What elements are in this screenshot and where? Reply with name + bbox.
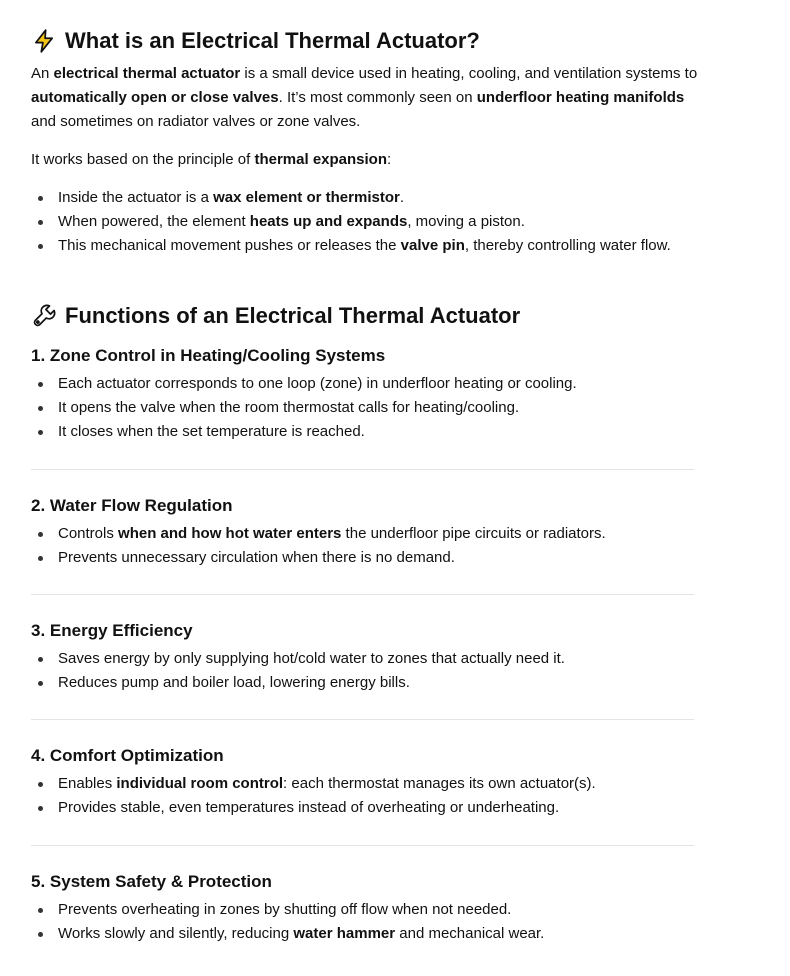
principle-paragraph: It works based on the principle of thermal expansion: bbox=[31, 151, 392, 168]
list-item: Each actuator corresponds to one loop (zone) in underfloor heating or cooling. bbox=[31, 372, 577, 396]
bullet-dot bbox=[38, 782, 43, 787]
section-divider bbox=[31, 469, 694, 470]
section-heading-what-is bbox=[31, 27, 480, 55]
section-title: Functions of an Electrical Thermal Actuator bbox=[65, 303, 521, 328]
function-1-title: 1. Zone Control in Heating/Cooling Systems bbox=[31, 346, 386, 365]
list-item: Enables individual room control: each thermostat manages its own actuator(s). bbox=[31, 772, 596, 796]
section-divider bbox=[31, 594, 694, 595]
bullet-dot bbox=[38, 244, 43, 249]
list-item: It opens the valve when the room thermostat calls for heating/cooling. bbox=[31, 396, 577, 420]
list-item: Prevents unnecessary circulation when there is no demand. bbox=[31, 546, 606, 570]
bullet-dot bbox=[38, 382, 43, 387]
list-item: Inside the actuator is a wax element or thermistor. bbox=[31, 186, 671, 210]
list-item: This mechanical movement pushes or releases the valve pin, thereby controlling water flow. bbox=[31, 234, 671, 258]
function-4-title: 4. Comfort Optimization bbox=[31, 746, 224, 765]
list-item: When powered, the element heats up and expands, moving a piston. bbox=[31, 210, 671, 234]
list-item: Works slowly and silently, reducing water hammer and mechanical wear. bbox=[31, 922, 544, 946]
bullet-dot bbox=[38, 532, 43, 537]
function-1-bullet-list bbox=[31, 372, 577, 444]
function-2-title: 2. Water Flow Regulation bbox=[31, 496, 233, 515]
section-divider bbox=[31, 845, 694, 846]
lightning-bolt-icon bbox=[31, 28, 57, 54]
function-3-bullet-list bbox=[31, 647, 565, 695]
section-title: What is an Electrical Thermal Actuator? bbox=[65, 28, 480, 53]
intro-paragraph: An electrical thermal actuator is a small device used in heating, cooling, and ventilation systems to automatically open or close valves. It’s most commonly seen on underfloor heating manifolds and sometimes on radiator valves or zone valves. bbox=[31, 65, 698, 130]
list-item: Controls when and how hot water enters the underfloor pipe circuits or radiators. bbox=[31, 522, 606, 546]
list-item: Reduces pump and boiler load, lowering energy bills. bbox=[31, 671, 565, 695]
bullet-dot bbox=[38, 556, 43, 561]
list-item: It closes when the set temperature is reached. bbox=[31, 420, 577, 444]
function-4-bullet-list bbox=[31, 772, 596, 820]
section-divider bbox=[31, 719, 694, 720]
list-item: Prevents overheating in zones by shutting off flow when not needed. bbox=[31, 898, 544, 922]
bullet-dot bbox=[38, 220, 43, 225]
bullet-dot bbox=[38, 681, 43, 686]
list-item: Provides stable, even temperatures instead of overheating or underheating. bbox=[31, 796, 596, 820]
bullet-dot bbox=[38, 196, 43, 201]
principle-bullet-list bbox=[31, 186, 671, 258]
bullet-dot bbox=[38, 657, 43, 662]
wrench-icon bbox=[31, 303, 57, 329]
bullet-dot bbox=[38, 806, 43, 811]
function-2-bullet-list bbox=[31, 522, 606, 570]
section-heading-functions bbox=[31, 302, 520, 330]
function-5-bullet-list bbox=[31, 898, 544, 946]
list-item: Saves energy by only supplying hot/cold water to zones that actually need it. bbox=[31, 647, 565, 671]
function-5-title: 5. System Safety & Protection bbox=[31, 872, 272, 891]
bullet-dot bbox=[38, 908, 43, 913]
bullet-dot bbox=[38, 932, 43, 937]
bullet-dot bbox=[38, 406, 43, 411]
bullet-dot bbox=[38, 430, 43, 435]
function-3-title: 3. Energy Efficiency bbox=[31, 621, 193, 640]
